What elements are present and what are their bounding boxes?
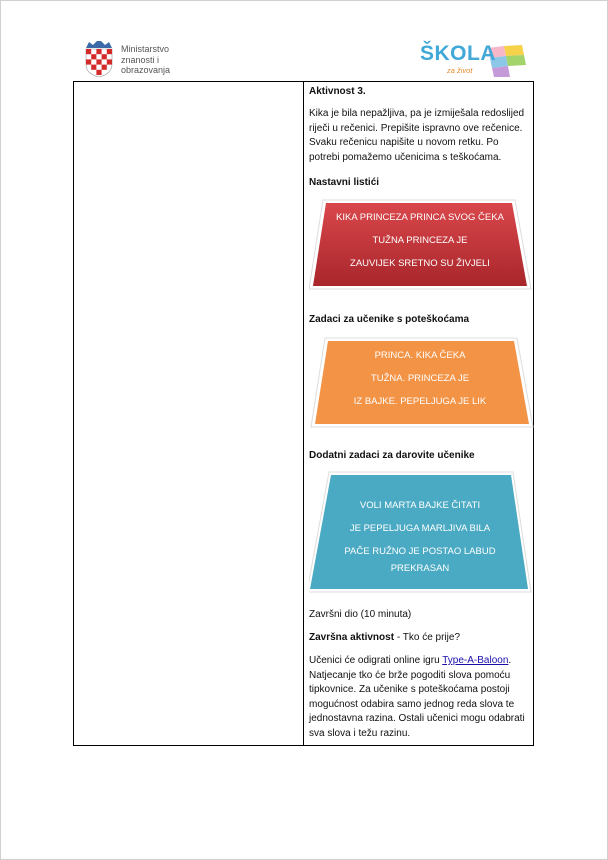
activity-instructions: Kika je bila nepažljiva, pa je izmiješala redoslijed riječi u rečenici. Prepišite ispravno ove rečenice. Svaku rečenicu napišite u novom retku. Po potrebi pomažemo učenicima s teškoćama. — [309, 108, 525, 163]
game-description — [309, 654, 531, 741]
column-divider — [303, 82, 304, 745]
ministry-line: znanosti i — [121, 54, 160, 65]
ministry-line: obrazovanja — [121, 65, 171, 75]
final-activity-label: Završna aktivnost — [309, 632, 395, 643]
final-part-title: Završni dio (10 minuta) — [309, 609, 412, 620]
final-activity-title — [309, 631, 531, 646]
worksheet-line: TUŽNA PRINCEZA JE — [372, 235, 468, 246]
croatian-crest-icon — [84, 40, 114, 78]
game-text-before: Učenici će odigrati online igru — [309, 655, 443, 666]
worksheet-line: VOLI MARTA BAJKE ČITATI — [359, 500, 481, 511]
skola-subtitle: za život — [447, 66, 473, 75]
activity-title: Aktivnost 3. — [309, 86, 366, 97]
worksheet-line: ZAUVIJEK SRETNO SU ŽIVJELI — [350, 258, 490, 269]
worksheet-line: TUŽNA. PRINCEZA JE — [370, 373, 470, 384]
worksheet-line: JE PEPELJUGA MARLJIVA BILA — [349, 523, 491, 534]
ministry-logo — [84, 40, 204, 80]
lesson-table — [73, 81, 534, 746]
game-text-after: . Natjecanje tko će brže pogoditi slova pomoću tipkovnice. Za učenike s poteškoćama postoji mogućnost odabira samo jednog reda slova te jednostavna razina. Ostali učenici mogu odabrati sva slova i težu razinu. — [309, 655, 525, 739]
worksheet-line: PRINCA. KIKA ČEKA — [374, 350, 466, 361]
worksheet-line: IZ BAJKE. PEPELJUGA JE LIK — [353, 396, 487, 407]
difficulties-title: Zadaci za učenike s poteškoćama — [309, 314, 470, 325]
ministry-name — [121, 44, 170, 76]
worksheets-title: Nastavni listići — [309, 177, 380, 188]
skola-title: ŠKOLA — [420, 42, 496, 65]
ministry-line: Ministarstvo — [121, 44, 170, 54]
worksheet-line: PAČE RUŽNO JE POSTAO LABUD — [344, 546, 496, 557]
worksheet-line: PREKRASAN — [390, 563, 450, 574]
gifted-title: Dodatni zadaci za darovite učenike — [309, 450, 475, 461]
worksheet-card-red — [309, 198, 531, 290]
final-activity-rest: - Tko će prije? — [394, 632, 460, 643]
worksheet-line: KIKA PRINCEZA PRINCA SVOG ČEKA — [336, 212, 504, 223]
worksheet-card-blue — [309, 471, 531, 593]
game-link[interactable]: Type-A-Baloon — [442, 655, 509, 666]
skola-za-zivot-logo — [418, 42, 528, 80]
worksheet-card-orange — [309, 336, 531, 428]
